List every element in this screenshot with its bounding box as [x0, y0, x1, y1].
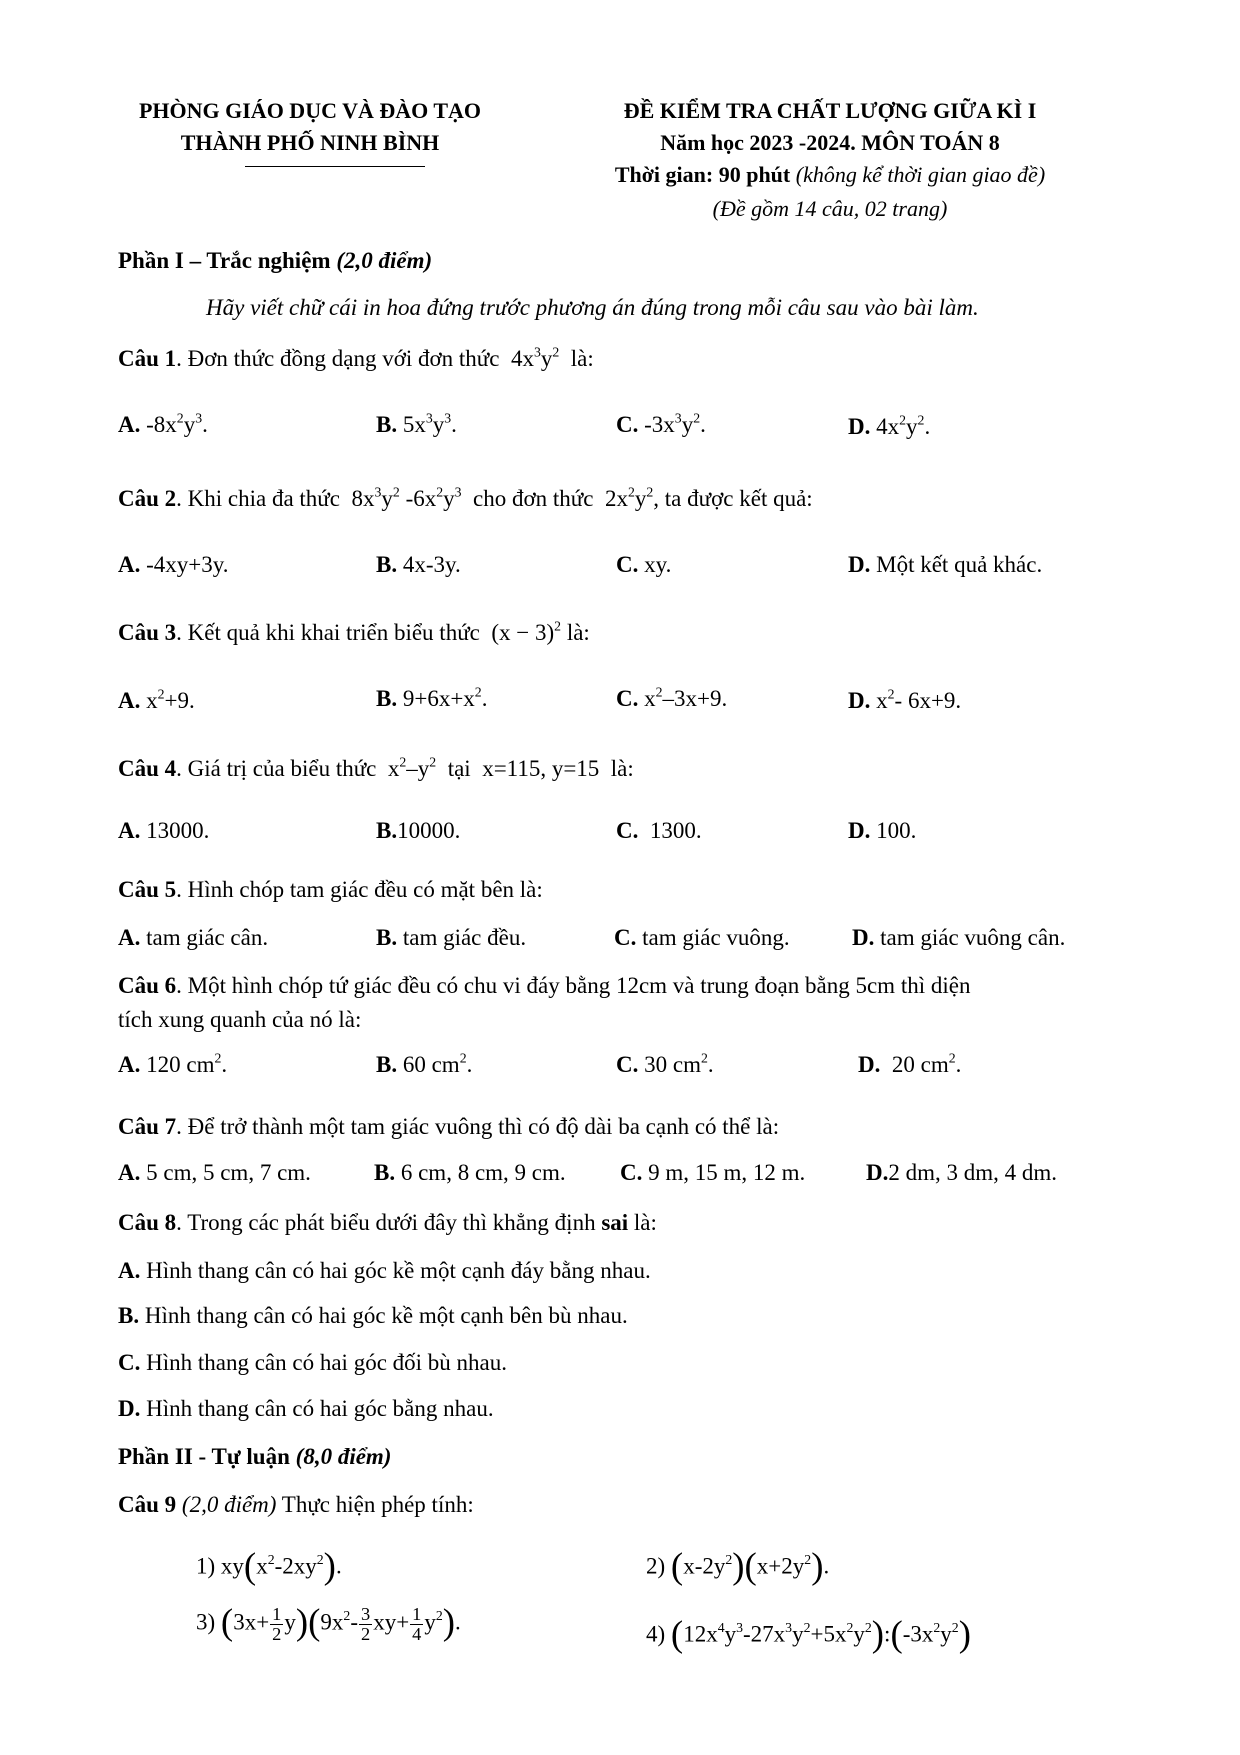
q5-option-b: B. tam giác đều. [376, 925, 527, 950]
q4-option-c: C. 1300. [616, 818, 702, 843]
q5-option-a: A. tam giác cân. [118, 925, 269, 950]
q2-option-d: D. Một kết quả khác. [848, 552, 1043, 577]
q5-option-d: D. tam giác vuông cân. [852, 925, 1066, 950]
question-2: Câu 2. Khi chia đa thức $8x^3y^2$ $-6x^2y^3$ cho đơn thức $2x^2y^2$, ta được kết quả: [118, 484, 813, 511]
question-9: Câu 9 (2,0 điểm) Thực hiện phép tính: [118, 1492, 474, 1517]
q9-part-1: 1) $xy(x^2-2xy^2)$. [196, 1545, 342, 1586]
q9-part-3: 3) (3x+ $\frac{1}{2}$ $y)(9x^2-$ $\frac{3}{2}$ xy+ $\frac{1}{4}$ $y^2$). [196, 1601, 461, 1644]
exam-year-subject: Năm học 2023 -2024. MÔN TOÁN 8 [660, 130, 1000, 155]
q3-option-d: D. $x^2-$ 6x+9. [848, 686, 962, 713]
q1-option-d: D. $4x^2y^2$. [848, 412, 931, 439]
exam-pages-note: (Đề gồm 14 câu, 02 trang) [712, 196, 948, 221]
q3-option-b: B. $9+6x+x^2$. [376, 684, 488, 711]
q1-option-c: C. $-3x^3y^2$. [616, 410, 706, 437]
question-5: Câu 5. Hình chóp tam giác đều có mặt bên là: [118, 877, 543, 902]
q7-option-b: B. 6 cm, 8 cm, 9 cm. [374, 1160, 566, 1185]
q4-option-a: A. 13000. [118, 818, 210, 843]
question-3: Câu 3. Kết quả khi khai triển biểu thức $(x - 3)^2$ là: [118, 618, 590, 645]
q9-part-4: 4) $(12x^4y^3-27x^3y^2+5x^2y^2):(-3x^2y^2)$ [646, 1613, 971, 1654]
city-name: THÀNH PHỐ NINH BÌNH [180, 130, 440, 155]
q6-option-c: C. 30 $cm^2$. [616, 1050, 714, 1077]
q2-option-c: C. xy. [616, 552, 672, 577]
q8-option-c: C. Hình thang cân có hai góc đối bù nhau. [118, 1350, 508, 1375]
q8-option-a: A. Hình thang cân có hai góc kề một cạnh đáy bằng nhau. [118, 1258, 651, 1283]
q8-option-d: D. Hình thang cân có hai góc bằng nhau. [118, 1396, 494, 1421]
part2-title: Phần II - Tự luận (8,0 điểm) [118, 1444, 392, 1469]
q8-option-b: B. Hình thang cân có hai góc kề một cạnh bên bù nhau. [118, 1303, 628, 1328]
q9-part-2: 2) $(x-2y^2)(x+2y^2)$. [646, 1545, 830, 1586]
header-divider [245, 166, 425, 167]
exam-title: ĐỀ KIỂM TRA CHẤT LƯỢNG GIỮA KÌ I [623, 98, 1037, 123]
question-4: Câu 4. Giá trị của biểu thức $x^2-y^2$ tại x=115, y=15 là: [118, 754, 634, 781]
question-6: Câu 6. Một hình chóp tứ giác đều có chu vi đáy bằng 12cm và trung đoạn bằng 5cm thì diện [118, 973, 971, 998]
q6-option-a: A. 120 $cm^2$. [118, 1050, 228, 1077]
q6-option-b: B. 60 $cm^2$. [376, 1050, 473, 1077]
q3-option-c: C. $x^2-3x+9$. [616, 684, 728, 711]
question-7: Câu 7. Để trở thành một tam giác vuông thì có độ dài ba cạnh có thể là: [118, 1114, 780, 1139]
q1-option-b: B. $5x^3y^3$. [376, 410, 457, 437]
question-1: Câu 1. Đơn thức đồng dạng với đơn thức $4x^3y^2$ là: [118, 344, 594, 371]
q7-option-d: D.2 dm, 3 dm, 4 dm. [866, 1160, 1058, 1185]
exam-time: Thời gian: 90 phút (không kể thời gian giao đề) [614, 162, 1046, 187]
q2-option-a: A. -4xy+3y. [118, 552, 229, 577]
part1-title: Phần I – Trắc nghiệm (2,0 điểm) [118, 248, 433, 273]
part1-instruction: Hãy viết chữ cái in hoa đứng trước phương án đúng trong mỗi câu sau vào bài làm. [206, 295, 979, 320]
q4-option-b: B.10000. [376, 818, 461, 843]
q3-option-a: A. $x^2+9$. [118, 686, 195, 713]
q4-option-d: D. 100. [848, 818, 917, 843]
q5-option-c: C. tam giác vuông. [614, 925, 790, 950]
q6-option-d: D. 20 $cm^2$. [858, 1050, 962, 1077]
q2-option-b: B. 4x-3y. [376, 552, 461, 577]
dept-name: PHÒNG GIÁO DỤC VÀ ĐÀO TẠO [138, 98, 482, 123]
q1-option-a: A. $-8x^2y^3$. [118, 410, 208, 437]
q7-option-c: C. 9 m, 15 m, 12 m. [620, 1160, 806, 1185]
q7-option-a: A. 5 cm, 5 cm, 7 cm. [118, 1160, 311, 1185]
question-6-cont: tích xung quanh của nó là: [118, 1007, 362, 1032]
question-8: Câu 8. Trong các phát biểu dưới đây thì khẳng định sai là: [118, 1210, 657, 1235]
